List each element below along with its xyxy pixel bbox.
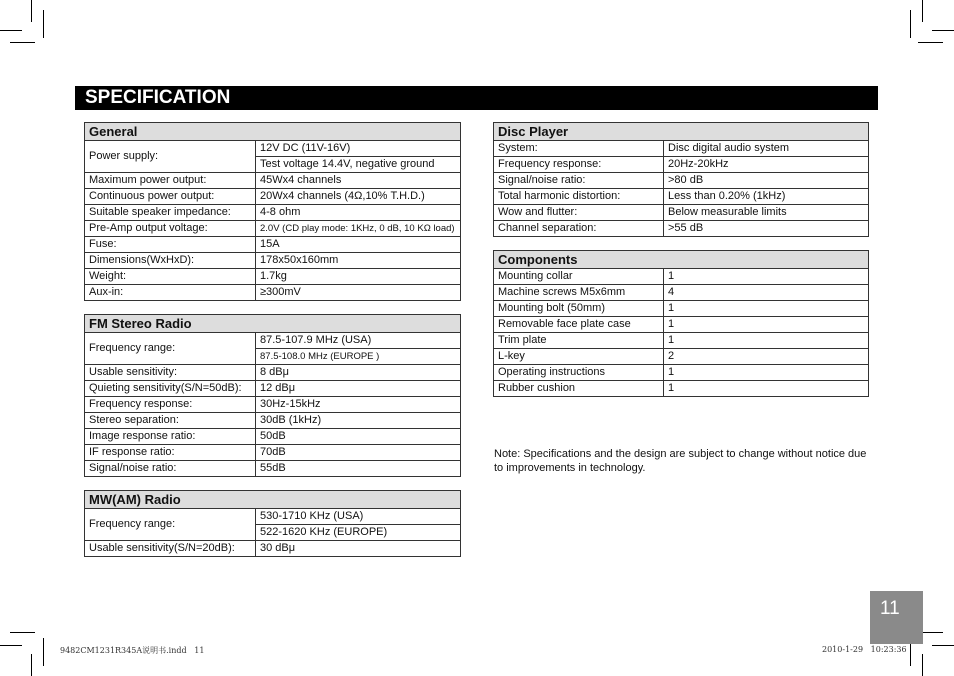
spec-value: 8 dBμ	[256, 365, 461, 381]
disc-player-table	[493, 122, 869, 237]
component-qty: 1	[664, 381, 869, 397]
spec-label: Maximum power output:	[85, 173, 256, 189]
spec-value: 45Wx4 channels	[256, 173, 461, 189]
spec-value: 87.5-107.9 MHz (USA)	[256, 333, 461, 349]
spec-label: Pre-Amp output voltage:	[85, 221, 256, 237]
spec-label: Signal/noise ratio:	[85, 461, 256, 477]
spec-value: Less than 0.20% (1kHz)	[664, 189, 869, 205]
spec-label: Usable sensitivity(S/N=20dB):	[85, 541, 256, 557]
spec-value: >80 dB	[664, 173, 869, 189]
spec-label: Dimensions(WxHxD):	[85, 253, 256, 269]
spec-label: IF response ratio:	[85, 445, 256, 461]
spec-value: 20Wx4 channels (4Ω,10% T.H.D.)	[256, 189, 461, 205]
spec-value: 20Hz-20kHz	[664, 157, 869, 173]
component-name: Removable face plate case	[494, 317, 664, 333]
crop-mark	[10, 632, 35, 633]
component-name: L-key	[494, 349, 664, 365]
crop-mark	[932, 645, 954, 646]
fm-table	[84, 314, 461, 477]
crop-mark	[10, 42, 35, 43]
spec-label: Continuous power output:	[85, 189, 256, 205]
spec-value: 1.7kg	[256, 269, 461, 285]
spec-value: 30Hz-15kHz	[256, 397, 461, 413]
spec-label: Suitable speaker impedance:	[85, 205, 256, 221]
footer-file-info: 9482CM1231R345A说明书.indd 11	[60, 646, 205, 655]
component-name: Operating instructions	[494, 365, 664, 381]
component-name: Machine screws M5x6mm	[494, 285, 664, 301]
spec-value: 522-1620 KHz (EUROPE)	[256, 525, 461, 541]
page-number: 11	[870, 591, 923, 644]
spec-label: Frequency response:	[85, 397, 256, 413]
spec-value: 15A	[256, 237, 461, 253]
spec-value: Below measurable limits	[664, 205, 869, 221]
general-table	[84, 122, 461, 301]
crop-mark	[922, 0, 923, 22]
crop-mark	[932, 30, 954, 31]
spec-label: Weight:	[85, 269, 256, 285]
crop-mark	[0, 30, 22, 31]
component-qty: 1	[664, 317, 869, 333]
spec-value: Disc digital audio system	[664, 141, 869, 157]
spec-label: Quieting sensitivity(S/N=50dB):	[85, 381, 256, 397]
spec-value: 70dB	[256, 445, 461, 461]
crop-mark	[910, 10, 911, 38]
spec-label: Frequency response:	[494, 157, 664, 173]
spec-label: Aux-in:	[85, 285, 256, 301]
crop-mark	[0, 645, 22, 646]
spec-value: 50dB	[256, 429, 461, 445]
spec-value: 55dB	[256, 461, 461, 477]
component-name: Trim plate	[494, 333, 664, 349]
spec-label: Signal/noise ratio:	[494, 173, 664, 189]
spec-label: Wow and flutter:	[494, 205, 664, 221]
crop-mark	[43, 10, 44, 38]
section-header: Components	[494, 251, 869, 269]
spec-value: ≥300mV	[256, 285, 461, 301]
crop-mark	[43, 638, 44, 666]
spec-label: Channel separation:	[494, 221, 664, 237]
spec-value: 30dB (1kHz)	[256, 413, 461, 429]
am-table	[84, 490, 461, 557]
crop-mark	[922, 654, 923, 676]
component-qty: 1	[664, 301, 869, 317]
spec-label: Power supply:	[85, 141, 256, 173]
spec-value: 87.5-108.0 MHz (EUROPE )	[256, 349, 461, 365]
spec-value: 2.0V (CD play mode: 1KHz, 0 dB, 10 KΩ load)	[256, 221, 461, 237]
footer-timestamp: 2010-1-29 10:23:36	[822, 645, 907, 654]
crop-mark	[31, 654, 32, 676]
section-header: Disc Player	[494, 123, 869, 141]
spec-value: 178x50x160mm	[256, 253, 461, 269]
spec-label: Total harmonic distortion:	[494, 189, 664, 205]
component-name: Rubber cushion	[494, 381, 664, 397]
spec-label: Image response ratio:	[85, 429, 256, 445]
component-name: Mounting collar	[494, 269, 664, 285]
components-table	[493, 250, 869, 397]
spec-value: 30 dBμ	[256, 541, 461, 557]
spec-value: 530-1710 KHz (USA)	[256, 509, 461, 525]
component-qty: 4	[664, 285, 869, 301]
spec-label: Frequency range:	[85, 333, 256, 365]
spec-label: Stereo separation:	[85, 413, 256, 429]
spec-value: >55 dB	[664, 221, 869, 237]
section-header: FM Stereo Radio	[85, 315, 461, 333]
page-title: SPECIFICATION	[75, 86, 878, 110]
spec-value: 4-8 ohm	[256, 205, 461, 221]
component-qty: 1	[664, 333, 869, 349]
spec-label: Frequency range:	[85, 509, 256, 541]
crop-mark	[31, 0, 32, 22]
spec-label: System:	[494, 141, 664, 157]
component-qty: 1	[664, 365, 869, 381]
crop-mark	[918, 42, 943, 43]
spec-value: 12V DC (11V-16V)	[256, 141, 461, 157]
disclaimer-note: Note: Specifications and the design are subject to change without notice due to improvements in technology.	[494, 448, 867, 474]
spec-label: Fuse:	[85, 237, 256, 253]
component-qty: 2	[664, 349, 869, 365]
section-header: MW(AM) Radio	[85, 491, 461, 509]
section-header: General	[85, 123, 461, 141]
spec-value: 12 dBμ	[256, 381, 461, 397]
component-name: Mounting bolt (50mm)	[494, 301, 664, 317]
spec-label: Usable sensitivity:	[85, 365, 256, 381]
spec-value: Test voltage 14.4V, negative ground	[256, 157, 461, 173]
component-qty: 1	[664, 269, 869, 285]
